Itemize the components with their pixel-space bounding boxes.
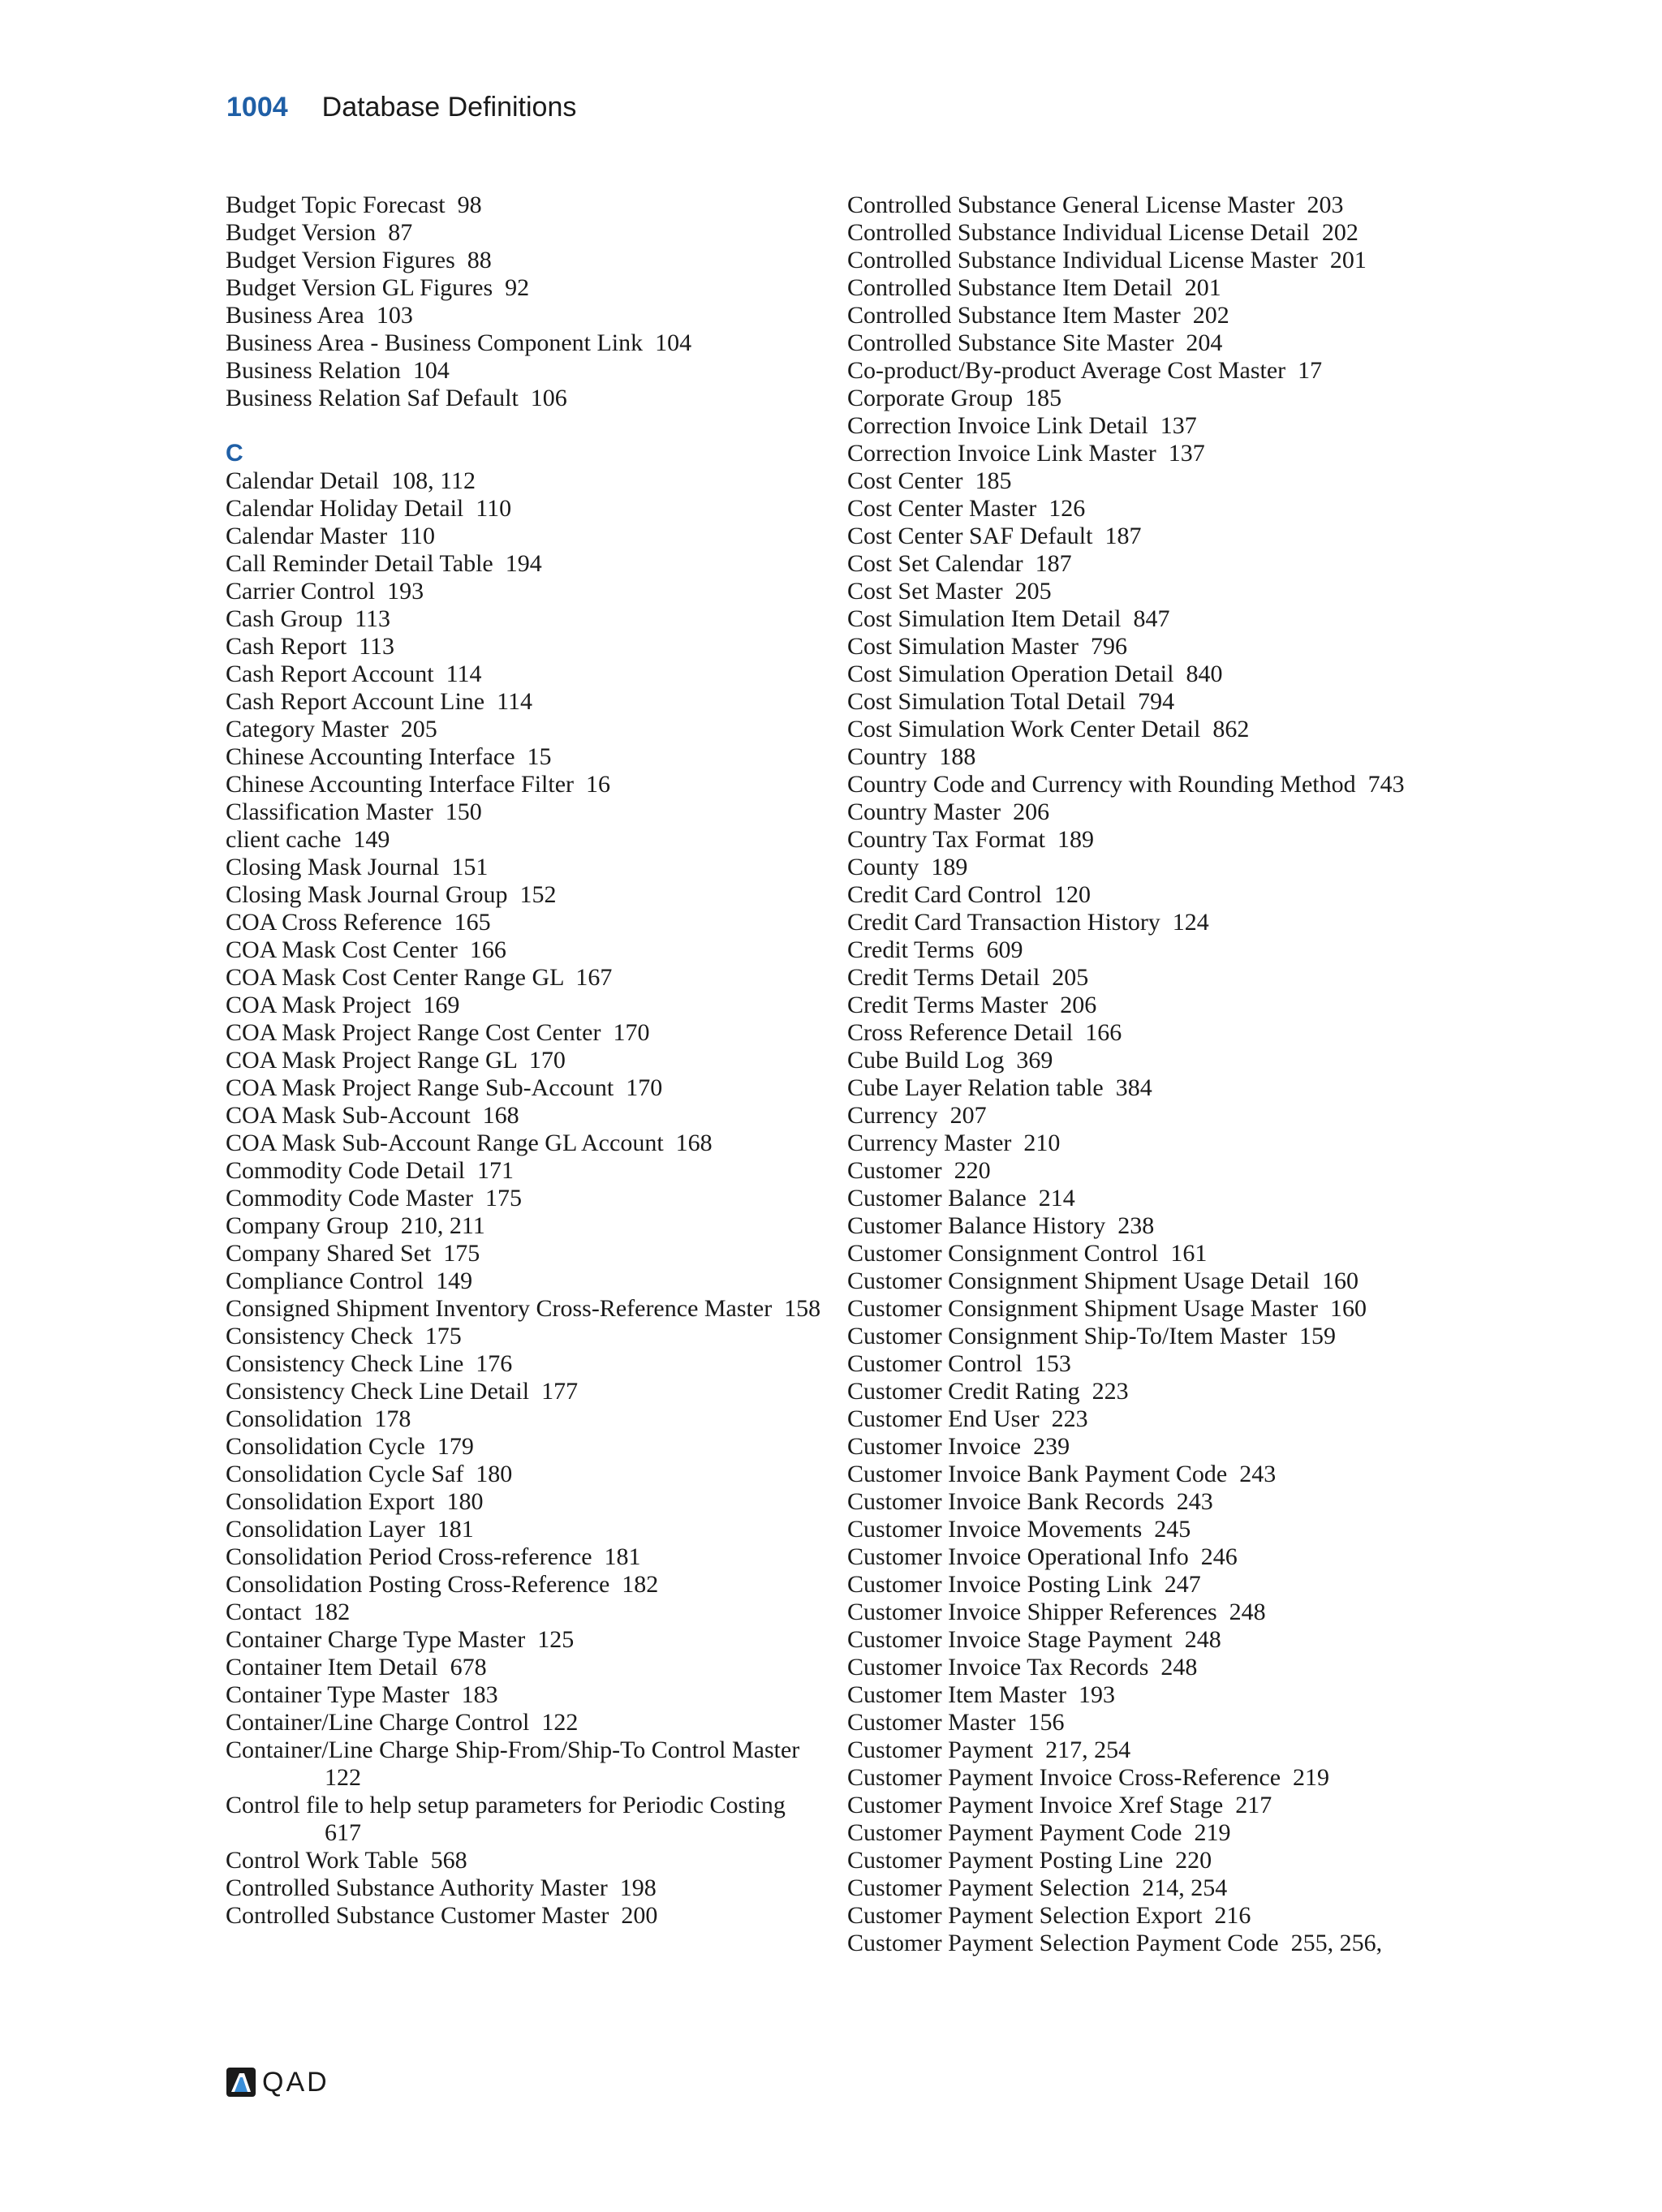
index-entry: Currency 207 <box>847 1102 987 1129</box>
index-entry: Cost Simulation Work Center Detail 862 <box>847 716 1250 742</box>
index-entry: COA Mask Project 169 <box>226 992 460 1018</box>
index-entry: Commodity Code Detail 171 <box>226 1157 514 1184</box>
index-entry: Cash Report 113 <box>226 633 395 660</box>
index-entry: Cash Group 113 <box>226 605 391 632</box>
index-entry: Customer Control 153 <box>847 1350 1071 1377</box>
index-entry: Customer Payment Posting Line 220 <box>847 1847 1212 1874</box>
index-entry: Controlled Substance Individual License Master 201 <box>847 247 1367 273</box>
index-entry: Customer Payment Selection 214, 254 <box>847 1874 1228 1901</box>
qad-logo-icon <box>226 2068 256 2097</box>
index-entry: Customer Payment Selection Export 216 <box>847 1902 1251 1929</box>
index-entry: Container Charge Type Master 125 <box>226 1626 575 1653</box>
index-entry: Container Type Master 183 <box>226 1681 498 1708</box>
index-entry: Cross Reference Detail 166 <box>847 1019 1122 1046</box>
index-entry: Container/Line Charge Control 122 <box>226 1709 579 1736</box>
index-entry: Customer Payment Invoice Xref Stage 217 <box>847 1792 1272 1818</box>
index-entry: Cash Report Account 114 <box>226 661 482 687</box>
index-entry: Calendar Detail 108, 112 <box>226 467 476 494</box>
index-entry: Customer Payment Selection Payment Code 255, 256, <box>847 1930 1383 1956</box>
index-entry: Cost Simulation Operation Detail 840 <box>847 661 1223 687</box>
index-column-left <box>226 192 826 1930</box>
index-entry: Customer Invoice Stage Payment 248 <box>847 1626 1221 1653</box>
index-entry: Customer Payment 217, 254 <box>847 1736 1131 1763</box>
index-entry: Customer Balance 214 <box>847 1185 1075 1211</box>
index-entry: Country Tax Format 189 <box>847 826 1094 853</box>
index-entry: Closing Mask Journal 151 <box>226 854 489 880</box>
index-entry: Consolidation Period Cross-reference 181 <box>226 1543 641 1570</box>
index-entry: Consolidation Cycle Saf 180 <box>226 1461 513 1487</box>
qad-logo-text: QAD <box>262 2067 329 2098</box>
index-entry: County 189 <box>847 854 968 880</box>
index-entry: Closing Mask Journal Group 152 <box>226 881 557 908</box>
qad-logo <box>226 2068 329 2097</box>
index-entry: Customer Payment Payment Code 219 <box>847 1819 1231 1846</box>
index-entry: Budget Version 87 <box>226 219 413 246</box>
page-number: 1004 <box>226 92 288 123</box>
index-entry: Budget Version Figures 88 <box>226 247 492 273</box>
index-entry: Customer Invoice Operational Info 246 <box>847 1543 1238 1570</box>
index-entry: Company Group 210, 211 <box>226 1212 485 1239</box>
index-entry: Cube Layer Relation table 384 <box>847 1074 1152 1101</box>
index-entry: Customer Invoice Shipper References 248 <box>847 1599 1266 1625</box>
index-entry: Cost Simulation Item Detail 847 <box>847 605 1170 632</box>
section-letter-c: C <box>226 440 243 467</box>
index-entry: Cost Set Calendar 187 <box>847 550 1072 577</box>
index-entry: Chinese Accounting Interface 15 <box>226 743 552 770</box>
index-entry: Controlled Substance Item Detail 201 <box>847 274 1221 301</box>
index-entry: Control Work Table 568 <box>226 1847 467 1874</box>
index-entry: Cost Center 185 <box>847 467 1012 494</box>
index-entry: COA Mask Project Range Sub-Account 170 <box>226 1074 663 1101</box>
index-entry: Contact 182 <box>226 1599 351 1625</box>
index-entry: Customer Invoice 239 <box>847 1433 1070 1460</box>
index-entry: Budget Version GL Figures 92 <box>226 274 530 301</box>
index-entry: Credit Terms Detail 205 <box>847 964 1089 991</box>
index-entry: Cash Report Account Line 114 <box>226 688 532 715</box>
index-entry: Container/Line Charge Ship-From/Ship-To Control Master 122 <box>226 1736 812 1791</box>
index-entry: Controlled Substance Customer Master 200 <box>226 1902 658 1929</box>
index-entry: Consistency Check Line 176 <box>226 1350 513 1377</box>
index-entry: Customer 220 <box>847 1157 991 1184</box>
index-entry: Co-product/By-product Average Cost Master 17 <box>847 357 1323 384</box>
index-entry: Cost Simulation Master 796 <box>847 633 1127 660</box>
index-entry: Customer Consignment Control 161 <box>847 1240 1208 1267</box>
index-entry: Customer Master 156 <box>847 1709 1065 1736</box>
index-entry: Corporate Group 185 <box>847 385 1062 411</box>
index-group-b <box>226 192 826 412</box>
index-entry: COA Mask Project Range GL 170 <box>226 1047 566 1074</box>
index-entry: Commodity Code Master 175 <box>226 1185 522 1211</box>
index-entry: Classification Master 150 <box>226 798 482 825</box>
index-entry: Controlled Substance Authority Master 198 <box>226 1874 657 1901</box>
index-entry: Company Shared Set 175 <box>226 1240 480 1267</box>
index-entry: Budget Topic Forecast 98 <box>226 192 482 218</box>
index-entry: Consolidation Cycle 179 <box>226 1433 474 1460</box>
index-entry: Consistency Check 175 <box>226 1323 462 1349</box>
index-entry: Cube Build Log 369 <box>847 1047 1053 1074</box>
index-entry: COA Mask Project Range Cost Center 170 <box>226 1019 650 1046</box>
index-entry: Carrier Control 193 <box>226 578 424 605</box>
index-entry: Chinese Accounting Interface Filter 16 <box>226 771 611 798</box>
index-entry: Credit Terms 609 <box>847 936 1023 963</box>
index-entry: Cost Set Master 205 <box>847 578 1052 605</box>
index-entry: Controlled Substance Site Master 204 <box>847 329 1223 356</box>
index-entry: Business Area 103 <box>226 302 413 329</box>
index-entry: Controlled Substance General License Master 203 <box>847 192 1344 218</box>
index-entry: Customer End User 223 <box>847 1405 1088 1432</box>
index-entry: Customer Invoice Movements 245 <box>847 1516 1191 1543</box>
index-entry: Customer Balance History 238 <box>847 1212 1155 1239</box>
index-entry: COA Cross Reference 165 <box>226 909 491 936</box>
index-entry: Consolidation Layer 181 <box>226 1516 474 1543</box>
index-entry: Controlled Substance Item Master 202 <box>847 302 1229 329</box>
index-entry: Credit Terms Master 206 <box>847 992 1097 1018</box>
index-entry: Customer Consignment Shipment Usage Master 160 <box>847 1295 1367 1322</box>
index-entry: Consistency Check Line Detail 177 <box>226 1378 579 1405</box>
index-entry: Country 188 <box>847 743 976 770</box>
index-entry: Control file to help setup parameters for Periodic Costing 617 <box>226 1792 798 1846</box>
index-entry: Customer Consignment Ship-To/Item Master 159 <box>847 1323 1337 1349</box>
index-entry: Consolidation Posting Cross-Reference 182 <box>226 1571 659 1598</box>
index-entry: Customer Consignment Shipment Usage Detail 160 <box>847 1267 1358 1294</box>
index-entry: Customer Invoice Bank Records 243 <box>847 1488 1213 1515</box>
index-entry: Business Relation Saf Default 106 <box>226 385 567 411</box>
index-entry: COA Mask Cost Center Range GL 167 <box>226 964 613 991</box>
page-header <box>226 89 576 125</box>
index-entry: COA Mask Sub-Account Range GL Account 168 <box>226 1130 713 1156</box>
index-entry: Customer Payment Invoice Cross-Reference 219 <box>847 1764 1330 1791</box>
index-entry: Cost Center SAF Default 187 <box>847 523 1142 549</box>
index-group-c <box>226 467 826 1930</box>
index-entry: Consolidation 178 <box>226 1405 411 1432</box>
index-entry: Calendar Holiday Detail 110 <box>226 495 512 522</box>
index-entry: Controlled Substance Individual License Detail 202 <box>847 219 1358 246</box>
index-entry: Credit Card Transaction History 124 <box>847 909 1209 936</box>
index-entry: Category Master 205 <box>226 716 437 742</box>
index-entry: Compliance Control 149 <box>226 1267 473 1294</box>
index-entry: Customer Invoice Bank Payment Code 243 <box>847 1461 1277 1487</box>
index-entry: Customer Invoice Posting Link 247 <box>847 1571 1201 1598</box>
index-entry: COA Mask Sub-Account 168 <box>226 1102 519 1129</box>
index-entry: Call Reminder Detail Table 194 <box>226 550 542 577</box>
index-entry: Calendar Master 110 <box>226 523 435 549</box>
index-entry: Country Code and Currency with Rounding Method 743 <box>847 771 1405 798</box>
index-entry: Country Master 206 <box>847 798 1050 825</box>
index-entry: Customer Invoice Tax Records 248 <box>847 1654 1198 1681</box>
index-entry: COA Mask Cost Center 166 <box>226 936 506 963</box>
index-entry: Customer Item Master 193 <box>847 1681 1115 1708</box>
page-title: Database Definitions <box>321 92 577 123</box>
index-entry: Customer Credit Rating 223 <box>847 1378 1129 1405</box>
index-entry: Cost Simulation Total Detail 794 <box>847 688 1175 715</box>
index-group-c-continued <box>847 192 1464 1957</box>
index-entry: Consigned Shipment Inventory Cross-Reference Master 158 <box>226 1295 821 1322</box>
index-entry: client cache 149 <box>226 826 390 853</box>
index-entry: Correction Invoice Link Detail 137 <box>847 412 1197 439</box>
index-entry: Business Relation 104 <box>226 357 450 384</box>
index-entry: Container Item Detail 678 <box>226 1654 487 1681</box>
index-entry: Cost Center Master 126 <box>847 495 1086 522</box>
index-entry: Correction Invoice Link Master 137 <box>847 440 1205 467</box>
index-entry: Consolidation Export 180 <box>226 1488 484 1515</box>
index-entry: Currency Master 210 <box>847 1130 1061 1156</box>
index-entry: Business Area - Business Component Link 104 <box>226 329 692 356</box>
index-column-right <box>847 192 1464 1957</box>
index-entry: Credit Card Control 120 <box>847 881 1091 908</box>
